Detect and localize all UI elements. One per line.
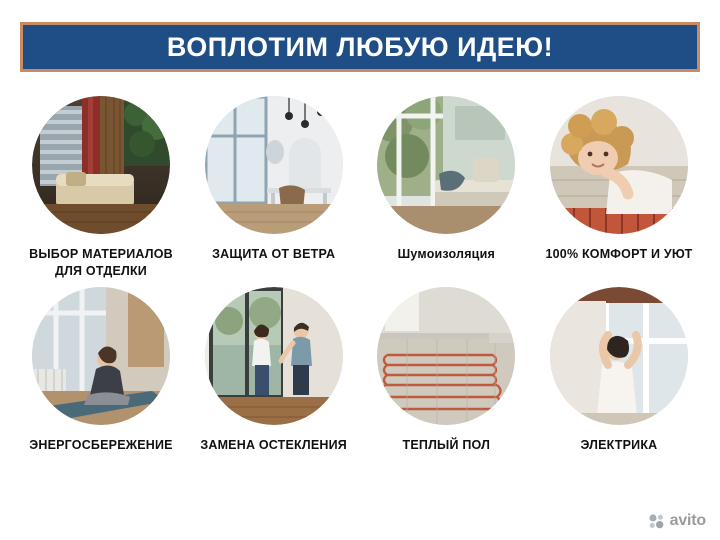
service-item-glazing-replacement[interactable] xyxy=(191,287,357,454)
avito-watermark-label: avito xyxy=(669,512,706,529)
service-caption: Шумоизоляция xyxy=(397,247,495,261)
quiet-balcony-bench-window-photo xyxy=(377,96,515,234)
service-caption: ТЕПЛЫЙ ПОЛ xyxy=(402,438,491,452)
service-grid xyxy=(18,96,702,454)
service-item-energy-saving[interactable] xyxy=(18,287,184,454)
balcony-interior-wood-finish-photo xyxy=(32,96,170,234)
service-item-underfloor-heating[interactable] xyxy=(363,287,529,454)
service-caption: ЗАМЕНА ОСТЕКЛЕНИЯ xyxy=(200,438,347,452)
service-caption: 100% КОМФОРТ И УЮТ xyxy=(545,247,693,261)
woman-yoga-on-balcony-photo xyxy=(32,287,170,425)
child-on-warm-floor-photo xyxy=(550,96,688,234)
service-item-soundproofing[interactable] xyxy=(363,96,529,279)
service-caption: ЗАЩИТА ОТ ВЕТРА xyxy=(212,247,336,261)
glazed-balcony-office-desk-photo xyxy=(205,96,343,234)
avito-watermark xyxy=(648,512,706,530)
service-item-materials[interactable] xyxy=(18,96,184,279)
headline-banner xyxy=(23,25,697,69)
avito-logo-icon xyxy=(648,513,665,530)
service-caption: ЭЛЕКТРИКА xyxy=(580,438,658,452)
service-caption: ВЫБОР МАТЕРИАЛОВ ДЛЯ ОТДЕЛКИ xyxy=(29,247,173,278)
service-item-wind-protection[interactable] xyxy=(191,96,357,279)
service-row-2 xyxy=(18,287,702,454)
service-row-1 xyxy=(18,96,702,279)
headline-text: ВОПЛОТИМ ЛЮБУЮ ИДЕЮ! xyxy=(166,31,554,62)
headline-banner-frame xyxy=(20,22,700,72)
service-item-electrics[interactable] xyxy=(536,287,702,454)
service-caption: ЭНЕРГОСБЕРЕЖЕНИЕ xyxy=(29,438,173,452)
service-item-comfort[interactable] xyxy=(536,96,702,279)
couple-near-new-glazing-photo xyxy=(205,287,343,425)
woman-stretching-by-window-photo xyxy=(550,287,688,425)
underfloor-heating-installation-photo xyxy=(377,287,515,425)
